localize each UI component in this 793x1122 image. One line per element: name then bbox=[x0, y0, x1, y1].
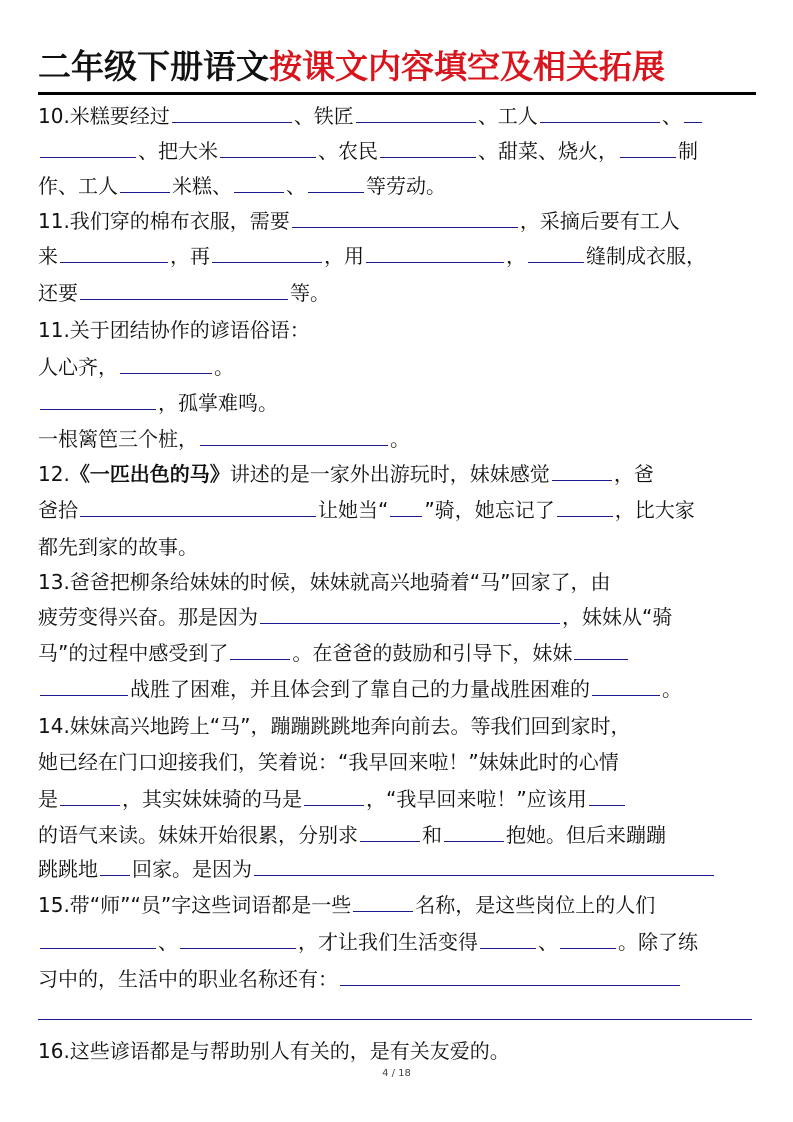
text: 、 bbox=[661, 104, 682, 128]
blank[interactable] bbox=[308, 170, 364, 193]
text: 是 bbox=[38, 787, 58, 811]
text: 来 bbox=[38, 244, 58, 268]
text: 马”的过程中感受到了 bbox=[38, 641, 229, 665]
page-title bbox=[38, 42, 758, 92]
q14-line-5 bbox=[38, 852, 758, 886]
blank[interactable] bbox=[40, 135, 136, 158]
text: 。除了练 bbox=[618, 930, 698, 954]
text: ，孤掌难鸣。 bbox=[158, 391, 278, 415]
text: ，爸 bbox=[613, 462, 654, 486]
text: 10.米糕要经过 bbox=[38, 104, 170, 128]
text: 、甜菜、烧火， bbox=[478, 139, 618, 163]
blank[interactable] bbox=[557, 494, 613, 517]
blank[interactable] bbox=[40, 673, 128, 696]
q12-line-3 bbox=[38, 530, 758, 564]
blank[interactable] bbox=[100, 853, 130, 876]
text: 。在爸爸的鼓励和引导下，妹妹 bbox=[292, 641, 573, 665]
blank[interactable] bbox=[390, 494, 422, 517]
text: 疲劳变得兴奋。那是因为 bbox=[38, 605, 258, 629]
text: 。 bbox=[662, 677, 682, 701]
blank[interactable] bbox=[60, 783, 120, 806]
text: 等。 bbox=[290, 281, 330, 305]
text: 和 bbox=[422, 823, 442, 847]
text: 习中的，生活中的职业名称还有： bbox=[38, 967, 338, 991]
q11b-heading bbox=[38, 313, 758, 347]
blank[interactable] bbox=[592, 673, 660, 696]
blank[interactable] bbox=[360, 819, 420, 842]
blank[interactable] bbox=[80, 277, 288, 300]
blank[interactable] bbox=[180, 926, 296, 949]
blank[interactable] bbox=[380, 135, 476, 158]
q12-line-1 bbox=[38, 457, 758, 491]
blank[interactable] bbox=[304, 783, 364, 806]
text: ，其实妹妹骑的马是 bbox=[122, 787, 302, 811]
q10-line-3 bbox=[38, 169, 758, 203]
text: ， bbox=[506, 244, 526, 268]
blank[interactable] bbox=[120, 351, 212, 374]
text: ”骑，她忘记了 bbox=[424, 498, 555, 522]
text: 。 bbox=[214, 355, 234, 379]
blank[interactable] bbox=[200, 423, 388, 446]
text: 、农民 bbox=[318, 139, 378, 163]
text: 16.这些谚语都是与帮助别人有关的，是有关友爱的。 bbox=[38, 1039, 510, 1063]
text: 、 bbox=[158, 930, 178, 954]
blank[interactable] bbox=[574, 637, 628, 660]
blank[interactable] bbox=[40, 387, 156, 410]
text: 回家。是因为 bbox=[132, 857, 252, 881]
q14-line-4 bbox=[38, 818, 758, 852]
text: 13.爸爸把柳条给妹妹的时候，妹妹就高兴地骑着“马”回家了，由 bbox=[38, 570, 611, 594]
q10-line-1 bbox=[38, 99, 758, 133]
text: 制 bbox=[678, 139, 698, 163]
text: 爸拾 bbox=[38, 498, 78, 522]
text: ，再 bbox=[170, 244, 210, 268]
text: 讲述的是一家外出游玩时，妹妹感觉 bbox=[229, 462, 550, 486]
text: 的语气来读。妹妹开始很累，分别求 bbox=[38, 823, 358, 847]
q15-line-1 bbox=[38, 888, 758, 922]
text: 、 bbox=[538, 930, 558, 954]
q13-line-4 bbox=[38, 672, 758, 706]
text: 都先到家的故事。 bbox=[38, 535, 198, 559]
blank[interactable] bbox=[40, 926, 156, 949]
blank[interactable] bbox=[340, 963, 680, 986]
text: 人心齐， bbox=[38, 355, 118, 379]
q13-line-1 bbox=[38, 565, 758, 599]
blank[interactable] bbox=[620, 135, 676, 158]
blank[interactable] bbox=[552, 458, 612, 481]
blank[interactable] bbox=[356, 100, 476, 123]
blank[interactable] bbox=[254, 853, 714, 876]
title-red: 按课文内容填空及相关拓展 bbox=[269, 47, 665, 86]
q15-line-2 bbox=[38, 925, 758, 959]
q11-line-2 bbox=[38, 239, 758, 273]
text: 还要 bbox=[38, 281, 78, 305]
blank[interactable] bbox=[589, 783, 625, 806]
text: 、把大米 bbox=[138, 139, 218, 163]
proverb-1 bbox=[38, 350, 758, 384]
text: 让她当“ bbox=[318, 498, 389, 522]
text: 11.我们穿的棉布衣服，需要 bbox=[38, 209, 290, 233]
q11-line-1 bbox=[38, 204, 758, 238]
text: 抱她。但后来蹦蹦 bbox=[506, 823, 666, 847]
proverb-2 bbox=[38, 386, 758, 420]
q10-line-2 bbox=[38, 134, 758, 168]
blank[interactable] bbox=[444, 819, 504, 842]
q14-line-1 bbox=[38, 709, 758, 743]
blank[interactable] bbox=[38, 997, 752, 1020]
title-rule bbox=[38, 92, 756, 95]
blank[interactable] bbox=[260, 601, 560, 624]
text: 、 bbox=[286, 174, 306, 198]
text: 战胜了困难，并且体会到了靠自己的力量战胜困难的 bbox=[130, 677, 590, 701]
text: 跳跳地 bbox=[38, 857, 98, 881]
text: 、铁匠 bbox=[293, 104, 354, 128]
text: 一根篱笆三个桩， bbox=[38, 427, 198, 451]
text: ，才让我们生活变得 bbox=[298, 930, 478, 954]
text: ，妹妹从“骑 bbox=[562, 605, 673, 629]
proverb-3 bbox=[38, 422, 758, 456]
text: ，用 bbox=[324, 244, 364, 268]
book-title: 《一匹出色的马》 bbox=[69, 462, 230, 486]
blank[interactable] bbox=[528, 240, 584, 263]
q15-line-4 bbox=[38, 996, 758, 1030]
blank[interactable] bbox=[230, 637, 290, 660]
text: 缝制成衣服， bbox=[586, 244, 706, 268]
text: 作、工人 bbox=[38, 174, 118, 198]
blank[interactable] bbox=[540, 100, 660, 123]
blank[interactable] bbox=[234, 170, 284, 193]
text: ，采摘后要有工人 bbox=[519, 209, 680, 233]
text: 她已经在门口迎接我们，笑着说：“我早回来啦！”妹妹此时的心情 bbox=[38, 750, 619, 774]
text: 等劳动。 bbox=[366, 174, 446, 198]
text: 14.妹妹高兴地跨上“马”，蹦蹦跳跳地奔向前去。等我们回到家时， bbox=[38, 714, 631, 738]
q15-line-3 bbox=[38, 962, 758, 996]
page-number: 4 / 18 bbox=[382, 1068, 411, 1079]
q13-line-2 bbox=[38, 600, 758, 634]
blank[interactable] bbox=[560, 926, 616, 949]
q12-line-2 bbox=[38, 493, 758, 527]
q11-line-3 bbox=[38, 276, 758, 310]
blank[interactable] bbox=[60, 240, 168, 263]
q14-line-2 bbox=[38, 745, 758, 779]
blank[interactable] bbox=[80, 494, 316, 517]
text: 12. bbox=[38, 462, 70, 486]
title-black: 二年级下册语文 bbox=[38, 47, 269, 86]
blank[interactable] bbox=[292, 205, 518, 228]
blank[interactable] bbox=[172, 100, 292, 123]
blank[interactable] bbox=[366, 240, 504, 263]
q16-line-1 bbox=[38, 1034, 758, 1068]
blank[interactable] bbox=[480, 926, 536, 949]
blank[interactable] bbox=[684, 100, 702, 123]
text: ，“我早回来啦！”应该用 bbox=[366, 787, 587, 811]
q14-line-3 bbox=[38, 782, 758, 816]
text: ，比大家 bbox=[614, 498, 695, 522]
blank[interactable] bbox=[120, 170, 170, 193]
text: 15.带“师”“员”字这些词语都是一些 bbox=[38, 893, 352, 917]
blank[interactable] bbox=[353, 889, 413, 912]
q13-line-3 bbox=[38, 636, 758, 670]
blank[interactable] bbox=[220, 135, 316, 158]
blank[interactable] bbox=[212, 240, 322, 263]
text: 米糕、 bbox=[172, 174, 232, 198]
text: 名称，是这些岗位上的人们 bbox=[415, 893, 656, 917]
text: 。 bbox=[390, 427, 410, 451]
text: 、工人 bbox=[477, 104, 538, 128]
text: 11.关于团结协作的谚语俗语： bbox=[38, 318, 310, 342]
